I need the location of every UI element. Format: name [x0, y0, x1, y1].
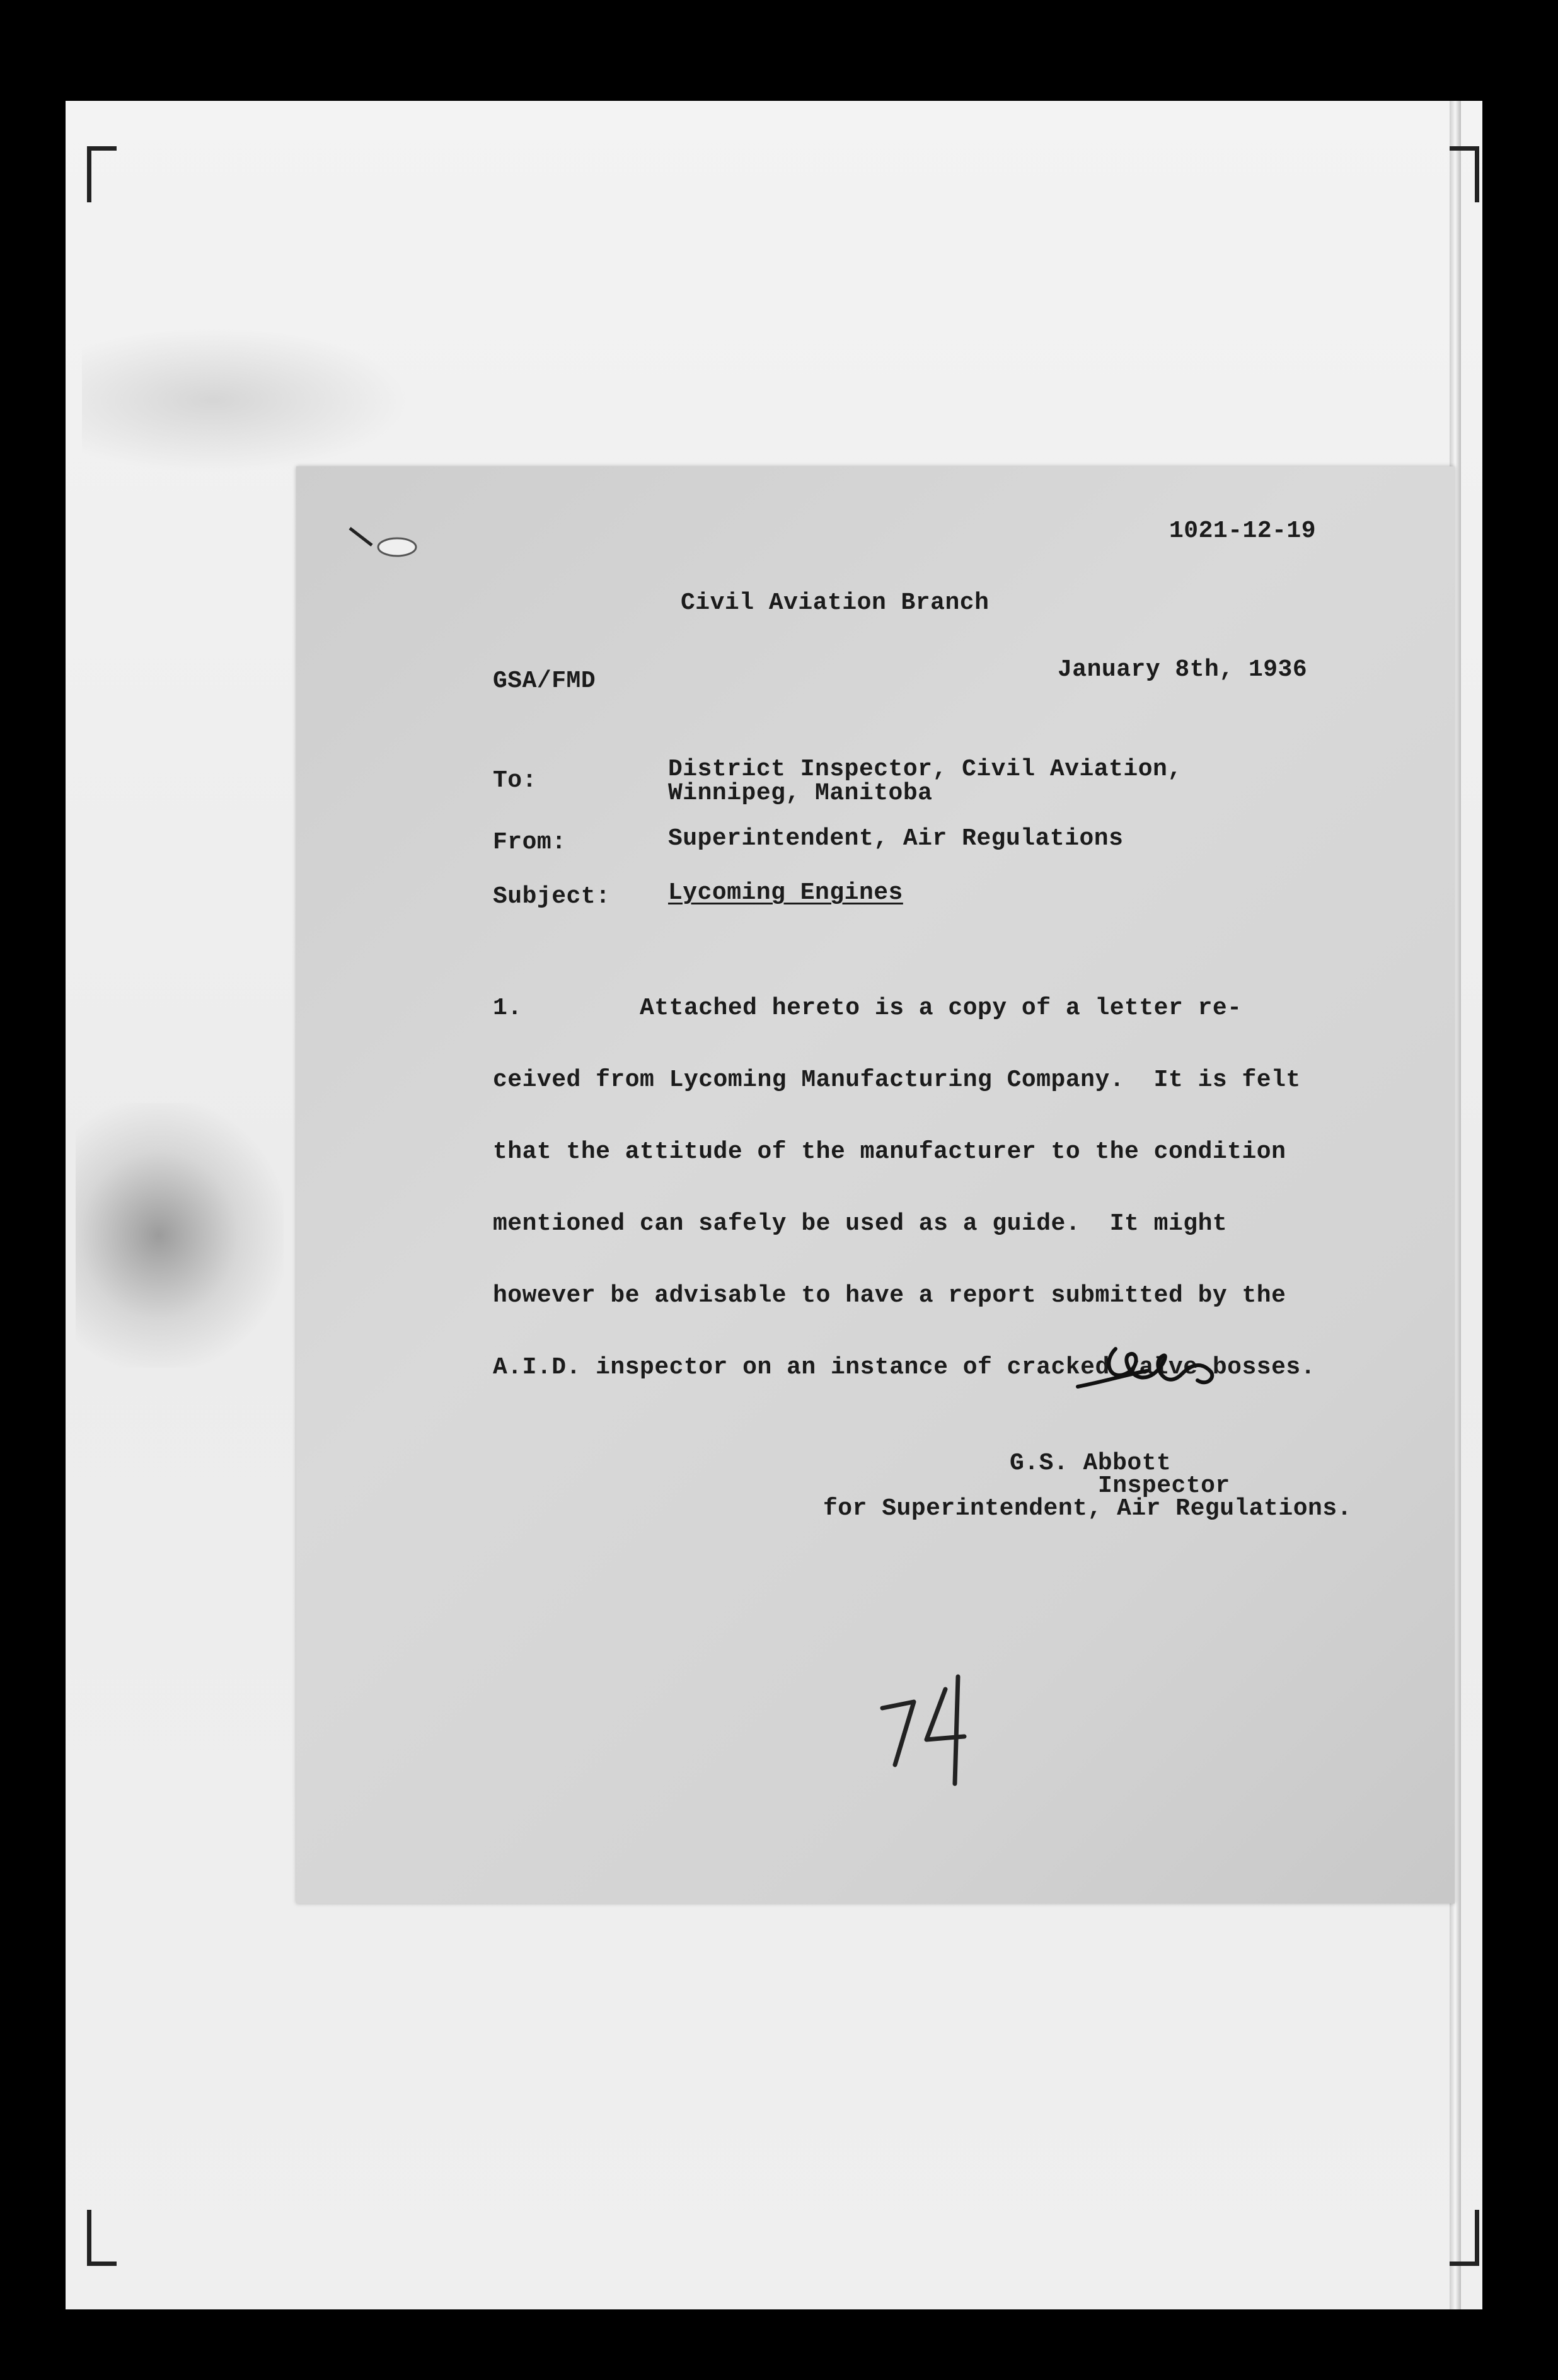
signatory-name: G.S. Abbott [1010, 1450, 1172, 1477]
handwritten-page-number [870, 1664, 983, 1790]
to-address-line-2: Winnipeg, Manitoba [668, 780, 933, 807]
reference-initials: GSA/FMD [493, 667, 596, 695]
from-value: Superintendent, Air Regulations [668, 825, 1124, 852]
file-number: 1021-12-19 [1169, 517, 1317, 545]
paragraph-line: ceived from Lycoming Manufacturing Company. It is felt [493, 1066, 1301, 1094]
to-label: To: [493, 767, 537, 794]
crop-mark-bottom-right [1450, 2210, 1479, 2266]
to-address-line-1: District Inspector, Civil Aviation, [668, 756, 1182, 783]
handwritten-signature [1071, 1336, 1235, 1406]
letter-date: January 8th, 1936 [1058, 656, 1308, 683]
crop-mark-bottom-left [87, 2210, 117, 2266]
paragraph-line: mentioned can safely be used as a guide. It might [493, 1210, 1228, 1237]
backing-stain-upper [82, 328, 410, 473]
backing-stain [76, 1103, 284, 1368]
subject-label: Subject: [493, 883, 611, 910]
organization-heading: Civil Aviation Branch [681, 589, 990, 616]
signatory-title: Inspector [1098, 1472, 1230, 1499]
paragraph-line: A.I.D. inspector on an instance of cracked valve bosses. [493, 1354, 1316, 1381]
staple-hole-mark [347, 523, 429, 561]
paragraph-line: however be advisable to have a report submitted by the [493, 1282, 1286, 1309]
typed-letter [296, 466, 1455, 1903]
subject-value: Lycoming Engines [668, 879, 903, 906]
crop-mark-top-right [1450, 146, 1479, 202]
crop-mark-top-left [87, 146, 117, 202]
paragraph-line: that the attitude of the manufacturer to the condition [493, 1138, 1286, 1165]
paragraph-line: 1. Attached hereto is a copy of a letter re- [493, 995, 1242, 1022]
from-label: From: [493, 829, 567, 856]
signatory-on-behalf: for Superintendent, Air Regulations. [823, 1495, 1352, 1522]
